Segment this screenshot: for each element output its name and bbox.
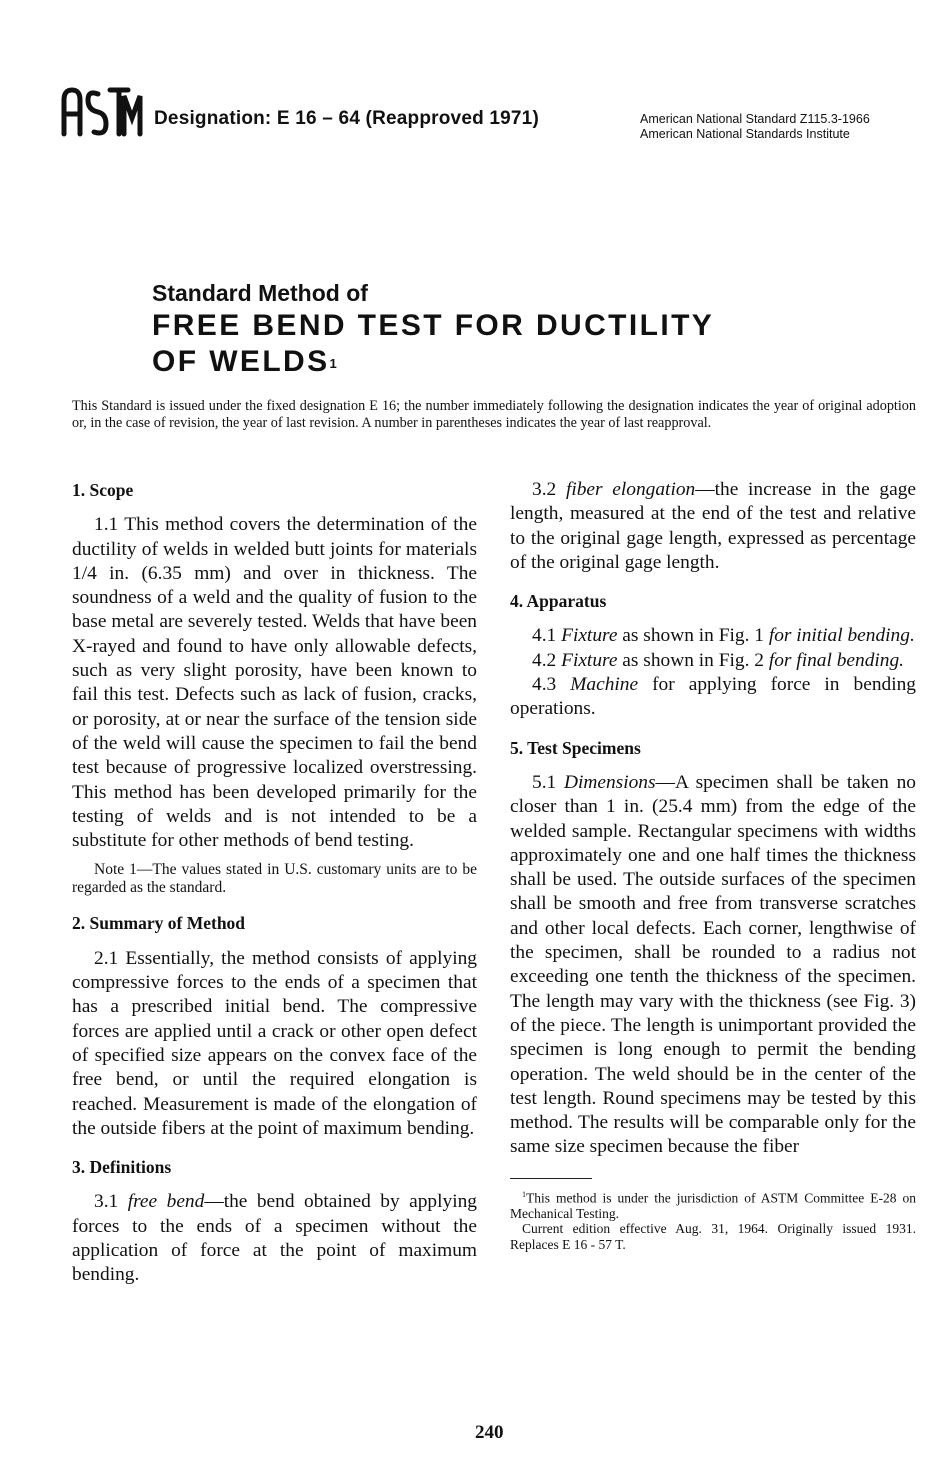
para-2-1: 2.1 Essentially, the method consists of applying compressive forces to the ends of a specimen that has a prescribed initial bend. The compressive forces are applied until a crack or other open defect of specified size appears on the convex face of the free bend, or until the required elongation is reached. Measurement is made of the elongation of the outside fibers at the point of maximum bending.: [72, 947, 477, 1139]
para-5-1-text: —A specimen shall be taken no closer than 1 in. (25.4 mm) from the edge of the welded sample. Rectangular specimens with widths approximately one and one half times the thickness shall be used. The outside surfaces of the specimen shall be smooth and free from transverse scratches and other local defects. Each corner, lengthwise of the specimen, shall be rounded to a radius not exceeding one tenth the thickness of the specimen. The length may vary with the thickness (see Fig. 3) of the piece. The length is unimportant provided the specimen is long enough to permit the bending operation. The weld should be in the center of the test length. Round specimens may be tested by this method. The results will be comparable only for the same size specimen because the fiber: [510, 771, 916, 1158]
para-1-1-text: 1.1 This method covers the determination of the ductility of welds in welded butt joints for materials: [72, 514, 477, 560]
title-footnote-mark: 1: [329, 356, 337, 371]
title-line-2: [152, 344, 714, 380]
term-machine: Machine: [570, 674, 639, 696]
ans-institute: American National Standards Institute: [640, 127, 850, 141]
heading-test-specimens: 5. Test Specimens: [510, 737, 641, 758]
term-fixture-1: Fixture: [561, 625, 618, 647]
heading-scope: 1. Scope: [72, 480, 134, 500]
heading-apparatus: 4. Apparatus: [510, 591, 607, 612]
astm-logo: [58, 82, 144, 140]
para-5-1: [510, 771, 916, 1160]
term-fixture-2: Fixture: [561, 649, 618, 671]
para-3-2: [510, 478, 916, 575]
footnote-rule: [510, 1178, 592, 1179]
document-title: [152, 308, 714, 380]
para-1-1: [72, 513, 477, 853]
footnote-1-text: This method is under the jurisdiction of ASTM Committee E-28 on Mechanical Testing.: [510, 1190, 916, 1221]
title-kicker: Standard Method of: [152, 280, 368, 306]
para-4-3-num: 4.3: [532, 674, 571, 696]
ans-block: [640, 112, 870, 142]
para-3-2-text: —the increase in the gage length, measured at the end of the test and relative to the original gage length, expressed as percentage of the original gage length.: [510, 479, 916, 573]
para-3-2-num: 3.2: [532, 479, 566, 500]
heading-summary: 2. Summary of Method: [72, 913, 246, 934]
para-4-1-num: 4.1: [532, 625, 562, 647]
para-3-1-text: —the bend obtained by applying forces to the ends of a specimen without the application of force at the point of maximum bending.: [72, 1191, 477, 1286]
term-dimensions: Dimensions: [563, 771, 656, 793]
para-4-2-text: as shown in Fig. 2: [617, 649, 769, 671]
term-free-bend: free bend: [127, 1191, 205, 1213]
footnote-1: [510, 1187, 916, 1222]
para-4-1-text: as shown in Fig. 1: [617, 625, 769, 647]
para-5-1-num: 5.1: [532, 771, 564, 793]
term-fiber-elongation: fiber elongation: [565, 479, 696, 500]
page-number: 240: [475, 1422, 504, 1443]
title-line-1: FREE BEND TEST FOR DUCTILITY: [152, 309, 715, 342]
para-3-1: [72, 1190, 477, 1287]
note-1: Note 1—The values stated in U.S. customary units are to be regarded as the standard.: [72, 861, 477, 897]
footnote-1-mark: 1: [522, 1189, 526, 1199]
right-column: [510, 478, 916, 1252]
fraction-quarter: 1/4: [72, 562, 97, 584]
designation: Designation: E 16 – 64 (Reapproved 1971): [154, 108, 539, 129]
para-4-2-num: 4.2: [532, 649, 562, 671]
left-column: [72, 478, 477, 1288]
ans-standard: American National Standard Z115.3-1966: [640, 112, 870, 126]
para-4-3: [510, 673, 916, 722]
para-4-2-tail: for final bending.: [768, 649, 905, 671]
para-1-1-rest: in. (6.35 mm) and over in thickness. The soundness of a weld and the quality of fusion to the base metal are severely tested. Welds that have been X-rayed and found to have only allowable defects, such as very slight porosity, have been known to fail this test. Defects such as lack of fusion, cracks, or porosity, at or near the surface of the tension side of the weld will cause the specimen to fail the bend test because of progressive localized overstressing. This method has been developed primarily for the testing of welds and is not intended to be a substitute for other methods of bend testing.: [72, 562, 477, 852]
para-3-1-num: 3.1: [94, 1191, 128, 1213]
heading-definitions: 3. Definitions: [72, 1157, 172, 1178]
intro-paragraph: This Standard is issued under the fixed designation E 16; the number immediately following the designation indicates the year of original adoption or, in the case of revision, the year of last revision. A number in parentheses indicates the year of last reapproval.: [72, 398, 916, 431]
para-4-1: [510, 624, 916, 648]
footnote-2: Current edition effective Aug. 31, 1964. Originally issued 1931. Replaces E 16 - 57 T.: [510, 1221, 916, 1252]
para-4-1-tail: for initial bending.: [768, 625, 915, 647]
para-4-2: [510, 649, 916, 673]
title-welds: OF WELDS: [152, 345, 330, 378]
para-4-3-text: for applying force in bending operations.: [510, 674, 916, 720]
